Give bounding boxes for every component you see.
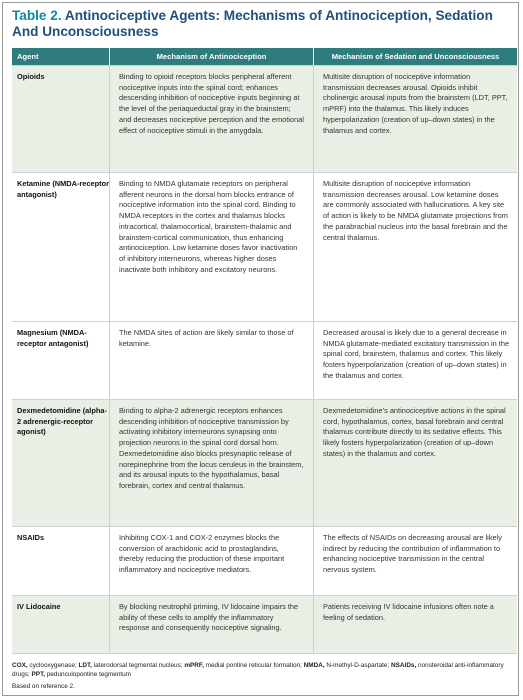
table-header xyxy=(12,48,517,65)
sedation-cell: Multisite disruption of nociceptive information transmission decreases arousal. Low ketamine doses are commonly associated with hallucinations. A key site of action is likely to be NMDA glutamate projections from the parabrachial nucleus into the basal forebrain and the central thalamus. xyxy=(313,173,517,321)
abbr-term: COX, xyxy=(12,662,28,669)
table-title-text: Antinociceptive Agents: Mechanisms of Antinociception, Sedation And Unconsciousness xyxy=(12,8,493,39)
antinociception-cell: Binding to alpha-2 adrenergic receptors enhances descending inhibition of nociceptive transmission by activating inhibitory interneurons synapsing onto projection neurons in the spinal cord dorsal horn. Dexmedetomidine also blocks presynaptic release of norepinephrine from the locus ceruleus in the brainstem, and its arousal inputs to the hypothalamus, basal forebrain, cortex and central thalamus. xyxy=(109,400,313,526)
table-number: Table 2. xyxy=(12,8,62,23)
abbr-def: nonsteroidal anti-inflammatory drugs; xyxy=(12,662,504,678)
table-footnote xyxy=(12,661,517,691)
abbr-term: NSAIDs, xyxy=(391,662,417,669)
agent-cell: NSAIDs xyxy=(17,533,45,542)
agent-cell: Opioids xyxy=(17,72,45,81)
abbr-def: laterodorsal tegmental nucleus; xyxy=(93,662,183,669)
agent-cell: Magnesium (NMDA-receptor antagonist) xyxy=(17,328,89,348)
abbr-def: cyclooxygenase; xyxy=(29,662,77,669)
table-row xyxy=(12,595,517,654)
antinociception-cell: The NMDA sites of action are likely similar to those of ketamine. xyxy=(109,322,313,399)
abbr-term: LDT, xyxy=(78,662,92,669)
agent-cell: Ketamine (NMDA-receptor antagonist) xyxy=(17,179,109,199)
reference-note: Based on reference 2. xyxy=(12,683,75,690)
table-row xyxy=(12,172,517,321)
table-title xyxy=(12,8,517,40)
table-row xyxy=(12,526,517,595)
table-row xyxy=(12,321,517,399)
sedation-cell: Multisite disruption of nociceptive information transmission decreases arousal. Opioids inhibit cholinergic arousal inputs from the brainstem (LDT, PPT, mPRF) into the thalamus. This likely induces hyperpolarization (creation of up–down states) in the thalamus and cortex. xyxy=(313,66,517,172)
sedation-cell: Patients receiving IV lidocaine infusions often note a feeling of sedation. xyxy=(313,596,517,653)
header-sedation: Mechanism of Sedation and Unconsciousness xyxy=(313,48,517,65)
antinociception-cell: Inhibiting COX-1 and COX-2 enzymes blocks the conversion of arachidonic acid to prostaglandins, thereby reducing the production of these important inflammatory and nociceptive mediators. xyxy=(109,527,313,595)
antinociception-cell: Binding to opioid receptors blocks peripheral afferent nociceptive inputs into the spinal cord; enhances descending inhibition of nociceptive inputs beginning at the level of the periaqueductal gray in the brainstem; and decreases nociceptive perception and the emotional effect of nociceptive stimuli in the amygdala. xyxy=(109,66,313,172)
sedation-cell: Decreased arousal is likely due to a general decrease in NMDA glutamate-mediated excitatory transmission in the spinal cord, brainstem, thalamus and cortex. This likely fosters hyperpolarization (creation of up–down states) in the thalamus and cortex. xyxy=(313,322,517,399)
table-row xyxy=(12,65,517,172)
abbr-term: mPRF, xyxy=(184,662,204,669)
abbr-term: NMDA, xyxy=(303,662,325,669)
abbr-def: pedunculopontine tegmentum xyxy=(46,671,132,678)
table-row xyxy=(12,399,517,526)
agent-cell: Dexmedetomidine (alpha-2 adrenergic-receptor agonist) xyxy=(17,406,107,437)
table-frame xyxy=(2,2,519,696)
antinociception-cell: Binding to NMDA glutamate receptors on peripheral afferent neurons in the dorsal horn blocks entrance of nociceptive information into the spinal cord. Binding to NMDA receptors in the cortex and thalamus blocks intracortical, thalamocortical, brainstem-thalamic and brainstem-cortical communication, thus enhancing antinociception. Low ketamine doses favor inactivation of inhibitory interneurons, whereas higher doses inactivate both inhibitory and excitatory neurons. xyxy=(109,173,313,321)
abbr-def: medial pontine reticular formation; xyxy=(205,662,302,669)
antinociception-cell: By blocking neutrophil priming, IV lidocaine impairs the ability of these cells to amplify the inflammatory response and consequently nociceptive signaling. xyxy=(109,596,313,653)
header-agent: Agent xyxy=(17,52,39,61)
agents-table xyxy=(12,48,517,654)
abbreviations xyxy=(12,661,517,679)
sedation-cell: The effects of NSAIDs on decreasing arousal are likely indirect by reducing the contribution of inflammation to enhancing nociceptive transmission in the central nervous system. xyxy=(313,527,517,595)
header-antinociception: Mechanism of Antinociception xyxy=(109,48,313,65)
abbr-term: PPT, xyxy=(31,671,46,678)
sedation-cell: Dexmedetomidine’s antinociceptive actions in the spinal cord, hypothalamus, cortex, basal forebrain and central thalamus contribute directly to its sedative effects. This likely fosters hyperpolarization (creation of up–down states) in the thalamus and cortex. xyxy=(313,400,517,526)
abbr-def: N-methyl-D-aspartate; xyxy=(326,662,390,669)
agent-cell: IV Lidocaine xyxy=(17,602,61,611)
